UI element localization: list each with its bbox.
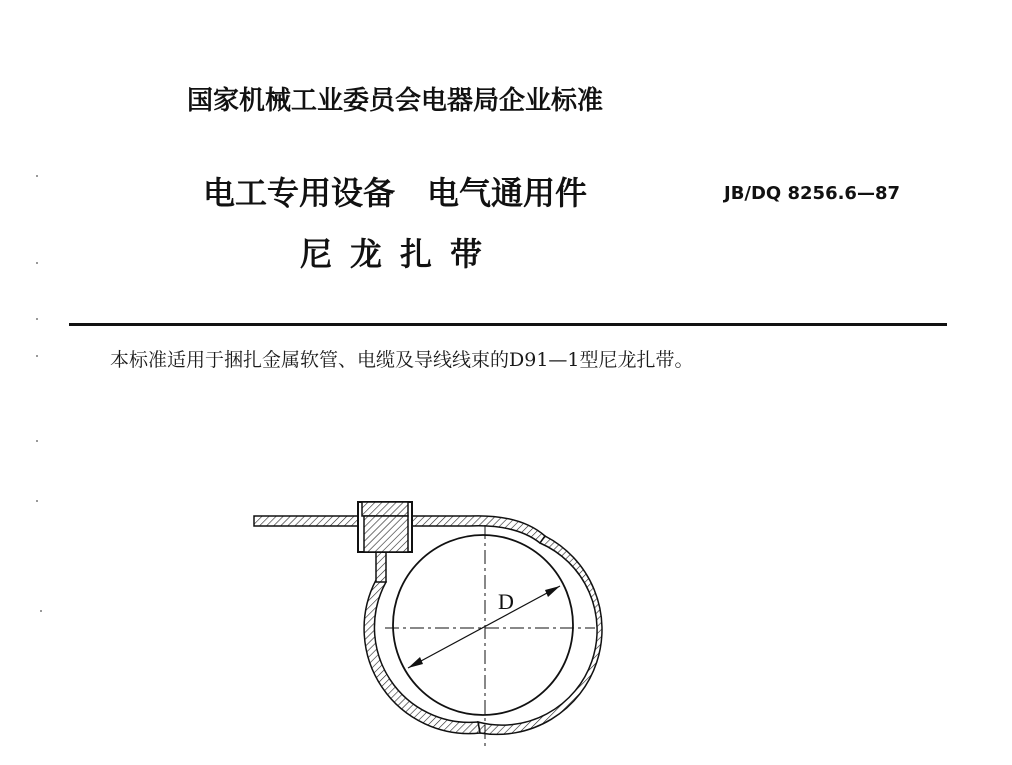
scope-statement: 本标准适用于捆扎金属软管、电缆及导线线束的D91—1型尼龙扎带。 [110, 349, 694, 371]
diameter-arrow-start [408, 657, 423, 668]
scan-speck [36, 262, 38, 264]
standard-title-sub: 尼龙扎带 [300, 235, 501, 273]
standard-title-main: 电工专用设备 电气通用件 [203, 174, 588, 212]
diameter-line [408, 586, 560, 668]
strap-loop-bottom [364, 580, 480, 734]
standard-code: JB/DQ 8256.6—87 [724, 183, 901, 204]
diameter-label: D [498, 589, 514, 614]
tie-head-top [362, 502, 408, 516]
scan-speck [36, 440, 38, 442]
cable-tie-drawing [240, 490, 620, 760]
scan-speck [40, 610, 42, 612]
scan-speck [36, 355, 38, 357]
issuing-organization: 国家机械工业委员会电器局企业标准 [187, 86, 604, 116]
diameter-arrow-end [545, 586, 560, 597]
strap-tail [254, 516, 358, 526]
strap-top [412, 516, 545, 543]
header-divider [69, 323, 947, 326]
bundle-circle [393, 535, 573, 715]
strap-vertical [376, 552, 386, 582]
scan-speck [36, 175, 38, 177]
scan-speck [36, 500, 38, 502]
scan-speck [36, 318, 38, 320]
strap-loop-outer [478, 536, 602, 734]
tie-head-body [364, 516, 408, 552]
